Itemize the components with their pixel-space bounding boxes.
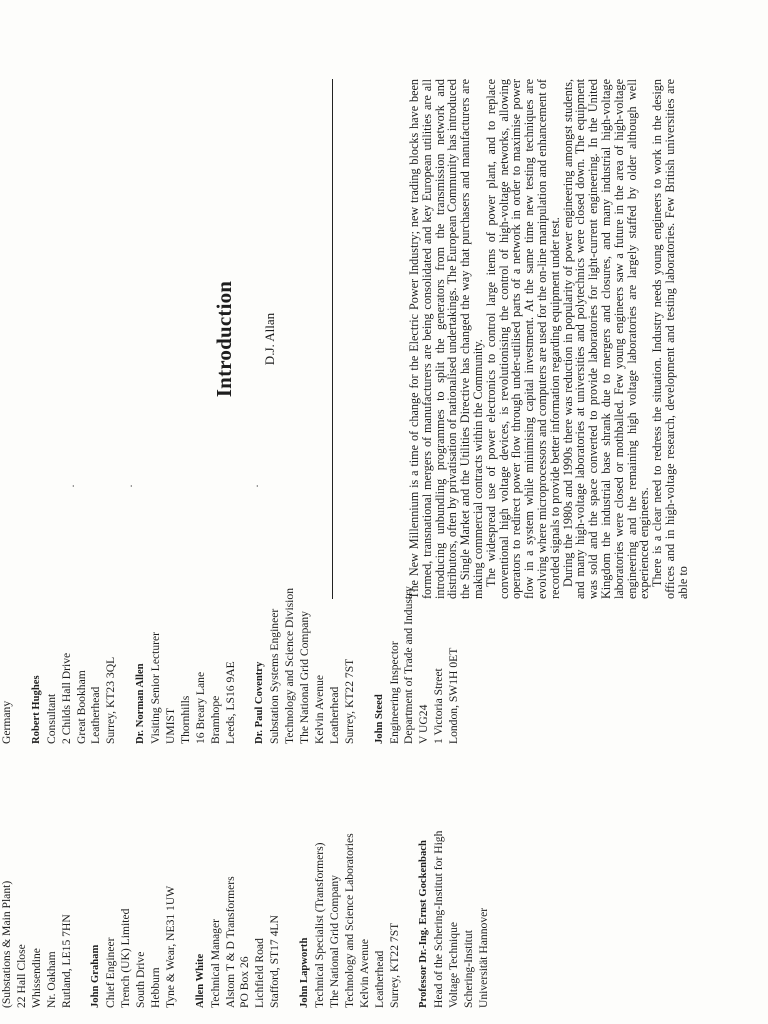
- contact-line: Surrey, KT23 3QL: [104, 656, 118, 744]
- body-paragraph: There is a clear need to redress the situation. Industry needs young engineers to work in the design offices and in high-voltage research, development and testing laboratories. Few British universities are able to: [650, 79, 690, 599]
- contact-line: Great Bookham: [74, 670, 88, 744]
- contact-line: London, SW1H 0ET: [447, 647, 461, 744]
- contact-line: Nr. Oakham: [44, 951, 58, 1008]
- contact-line: Engineering Inspector: [387, 641, 401, 744]
- contact-line: South Drive: [134, 951, 148, 1008]
- contact-line: V UG24: [417, 704, 431, 744]
- contact-line: 1 Victoria Street: [432, 668, 446, 744]
- contact-line: Leeds, LS16 9AE: [223, 661, 237, 744]
- contact-name: John Steed: [373, 694, 385, 744]
- contact-line: Head of the Schering-Institut for High: [432, 830, 446, 1008]
- contact-line: Universität Hannover: [476, 907, 490, 1008]
- scan-mark: ·: [124, 484, 138, 488]
- contact-line: Germany: [0, 700, 13, 744]
- contact-line: 2 Childs Hall Drive: [59, 652, 73, 744]
- scan-mark: ·: [66, 484, 80, 488]
- article-body: [408, 79, 690, 599]
- body-paragraph: During the 1980s and 1990s there was reduction in popularity of power engineering amongst students, and many high-voltage laboratories at universities and polytechnics were closed down. The equipment was sold and the space converted to provide laboratories for light-current engineering. In the United Kingdom the industrial base shrank due to mergers and closures, and many industrial high-voltage laboratories were closed or mothballed. Few young engineers saw a future in the area of high-voltage engineering and the remaining high voltage laboratories are largely staffed by older although well experienced engineers.: [560, 79, 652, 599]
- article-author: D.J. Allan: [262, 312, 277, 366]
- contact-line: Leatherhead: [372, 950, 386, 1008]
- contact-line: Kelvin Avenue: [357, 938, 371, 1008]
- contact-line: Schering-Institut: [462, 930, 476, 1008]
- contact-line: Technology and Science Laboratories: [342, 833, 356, 1008]
- contact-line: Kelvin Avenue: [312, 674, 326, 744]
- contact-line: Voltage Technique: [447, 921, 461, 1008]
- contact-name: Professor Dr.-Ing. Ernst Gockenbach: [418, 840, 430, 1008]
- contact-name: Allen White: [194, 953, 206, 1008]
- contact-line: Chief Engineer: [104, 937, 118, 1008]
- contact-line: Leatherhead: [327, 686, 341, 744]
- contact-line: Alstom T & D Transformers: [223, 876, 237, 1008]
- contact-line: UMIST: [163, 707, 177, 744]
- contact-name: Dr. Norman Allen: [135, 663, 147, 744]
- contact-line: PO Box 26: [238, 956, 252, 1008]
- body-paragraph: The New Millennium is a time of change for the Electric Power Industry; new trading blocks have been formed, transnational mergers of manufacturers are being consolidated and key European utilities are all introducing unbundling programmes to split the generators from the transmission network and distributors, often by privatisation of nationalised undertakings. The European Community has introduced the Single Market and the Utilities Directive has changed the way that purchasers and manufacturers are making commercial contracts within the Community.: [407, 79, 485, 599]
- contact-line: The National Grid Company: [327, 875, 341, 1008]
- contact-line: Tyne & Wear, NE31 1UW: [163, 885, 177, 1008]
- contact-line: Trench (UK) Limited: [119, 908, 133, 1008]
- contact-name: Dr. Paul Coventry: [254, 661, 266, 744]
- contact-line: 22 Hall Close: [14, 944, 28, 1008]
- contact-line: Department of Trade and Industry: [402, 586, 416, 744]
- contact-line: Technical Manager: [208, 919, 222, 1008]
- contact-entry: [0, 484, 15, 744]
- contact-line: Lichfield Road: [253, 938, 267, 1008]
- scan-mark: ·: [250, 484, 264, 488]
- contact-line: The National Grid Company: [298, 611, 312, 744]
- article-title: Introduction: [212, 280, 236, 398]
- contact-column-2: [0, 484, 477, 744]
- contact-name: John Lapworth: [299, 937, 311, 1008]
- contact-line: Rutland, LE15 7HN: [59, 914, 73, 1008]
- contact-line: Whissendine: [29, 948, 43, 1008]
- contact-line: Bramhope: [208, 695, 222, 744]
- contact-line: Surrey, KT22 7ST: [387, 922, 401, 1008]
- contact-name: Robert Hughes: [30, 675, 42, 744]
- contact-line: Consultant: [44, 693, 58, 744]
- contact-name: John Graham: [90, 944, 102, 1008]
- body-paragraph: The widespread use of power electronics to control large items of power plant, and to replace conventional high voltage devices, is revolutionising the control of high-voltage networks, allowing operators to redirect power flow through under-utilised parts of a network in order to maximise power flow in a system while minimising capital investment. At the same time new testing techniques are evolving where microprocessors and computers are used for the on-line manipulation and enhancement of recorded signals to provide better information regarding equipment under test.: [483, 79, 562, 599]
- contact-line: Leatherhead: [89, 686, 103, 744]
- contact-line: Stafford, ST17 4LN: [268, 915, 282, 1008]
- contact-line: Technology and Science Division: [283, 588, 297, 744]
- contact-line: Surrey, KT22 7ST: [342, 658, 356, 744]
- contact-line: Visiting Senior Lecturer: [149, 632, 163, 744]
- contact-entry: [30, 484, 119, 744]
- title-divider: [332, 79, 333, 599]
- contact-line: Technical Specialist (Transformers): [312, 842, 326, 1008]
- contact-line: Thornhills: [178, 695, 192, 744]
- contact-line: 16 Breary Lane: [193, 671, 207, 744]
- contact-line: (Substations & Main Plant): [0, 880, 13, 1008]
- contact-line: Substation Systems Engineer: [268, 608, 282, 744]
- contact-line: Hebburn: [149, 967, 163, 1008]
